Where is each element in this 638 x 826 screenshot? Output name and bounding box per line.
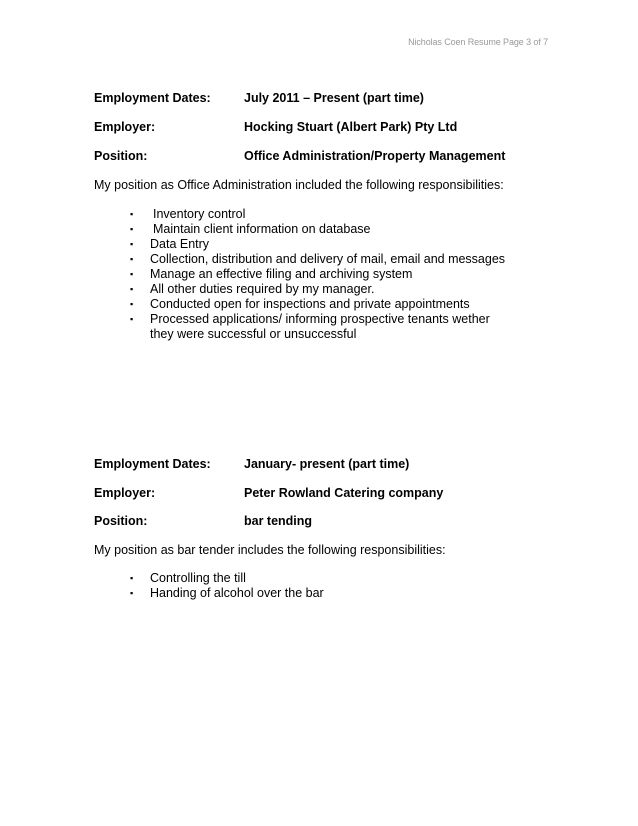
bullet-icon: ▪ xyxy=(130,299,134,309)
list-item-text: Maintain client information on database xyxy=(153,222,371,236)
list-item xyxy=(130,237,530,252)
position-row xyxy=(94,148,554,164)
position-value: Office Administration/Property Management xyxy=(244,149,506,163)
responsibilities-intro: My position as Office Administration included the following responsibilities: xyxy=(94,178,504,192)
list-item xyxy=(130,282,530,297)
list-item-text: Data Entry xyxy=(150,237,210,251)
list-item xyxy=(130,207,530,222)
employment-dates-value: July 2011 – Present (part time) xyxy=(244,91,424,105)
list-item xyxy=(130,571,530,586)
list-item xyxy=(130,586,530,601)
list-item-text: Conducted open for inspections and private appointments xyxy=(150,297,470,311)
list-item-text: All other duties required by my manager. xyxy=(150,282,375,296)
position-row xyxy=(94,513,554,529)
bullet-icon: ▪ xyxy=(130,224,134,234)
bullet-icon: ▪ xyxy=(130,573,134,583)
list-item-text: Inventory control xyxy=(153,207,246,221)
bullet-icon: ▪ xyxy=(130,284,134,294)
list-item-text: Collection, distribution and delivery of mail, email and messages xyxy=(150,252,506,266)
position-label: Position: xyxy=(94,149,148,163)
list-item xyxy=(130,222,530,237)
bullet-icon: ▪ xyxy=(130,254,134,264)
employer-value: Hocking Stuart (Albert Park) Pty Ltd xyxy=(244,120,458,134)
responsibilities-list xyxy=(130,207,530,342)
list-item-text: Controlling the till xyxy=(150,571,246,585)
list-item xyxy=(130,312,510,342)
employment-dates-row xyxy=(94,90,554,106)
list-item xyxy=(130,267,530,282)
employment-dates-label: Employment Dates: xyxy=(94,91,211,105)
responsibilities-list xyxy=(130,571,530,601)
employment-dates-row xyxy=(94,456,554,472)
bullet-icon: ▪ xyxy=(130,314,134,324)
list-item-text: Processed applications/ informing prospective tenants wether they were successful or unsuccessful xyxy=(150,312,490,341)
list-item xyxy=(130,252,530,267)
position-value: bar tending xyxy=(244,514,313,528)
responsibilities-intro: My position as bar tender includes the following responsibilities: xyxy=(94,543,446,557)
bullet-icon: ▪ xyxy=(130,588,134,598)
employer-label: Employer: xyxy=(94,486,156,500)
list-item-text: Manage an effective filing and archiving system xyxy=(150,267,413,281)
employer-label: Employer: xyxy=(94,120,156,134)
list-item xyxy=(130,297,530,312)
employer-value: Peter Rowland Catering company xyxy=(244,486,444,500)
employer-row xyxy=(94,485,554,501)
page-header: Nicholas Coen Resume Page 3 of 7 xyxy=(408,37,548,47)
employer-row xyxy=(94,119,554,135)
employment-dates-value: January- present (part time) xyxy=(244,457,410,471)
bullet-icon: ▪ xyxy=(130,239,134,249)
bullet-icon: ▪ xyxy=(130,269,134,279)
bullet-icon: ▪ xyxy=(130,209,134,219)
employment-dates-label: Employment Dates: xyxy=(94,457,211,471)
position-label: Position: xyxy=(94,514,148,528)
list-item-text: Handing of alcohol over the bar xyxy=(150,586,324,600)
